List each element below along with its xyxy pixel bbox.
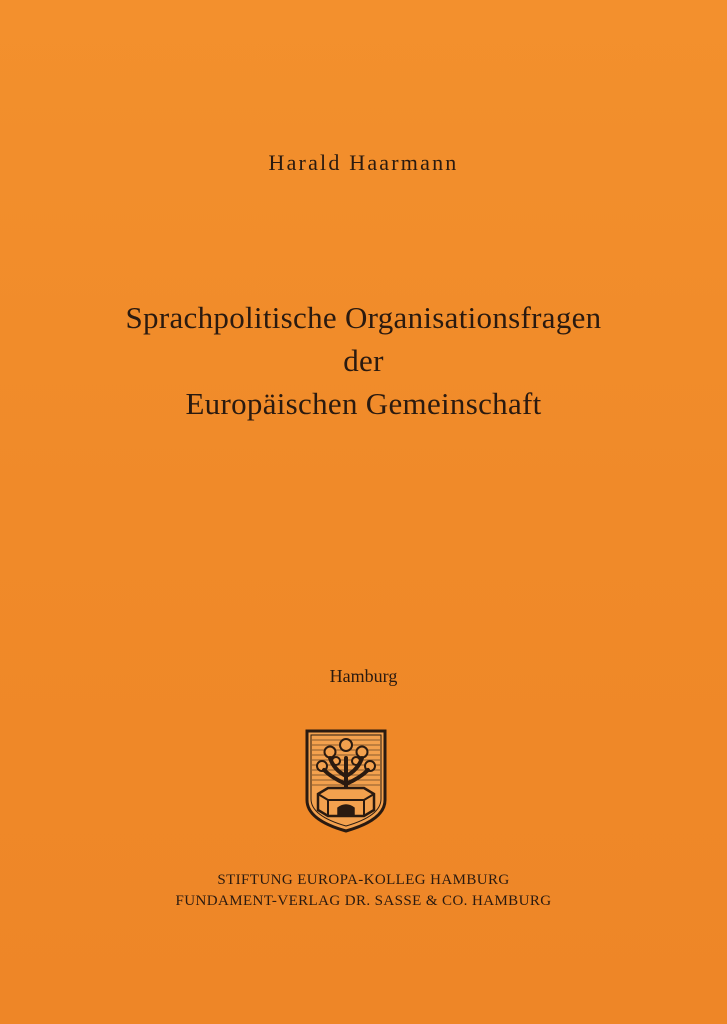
- title-line-2: der: [343, 343, 384, 378]
- book-title: [0, 296, 727, 425]
- title-line-1: Sprachpolitische Organisationsfragen: [125, 300, 602, 335]
- publisher-line-1: STIFTUNG EUROPA-KOLLEG HAMBURG: [217, 872, 510, 888]
- coat-of-arms-icon: [304, 728, 388, 834]
- author-name: Harald Haarmann: [268, 150, 459, 175]
- publication-place: Hamburg: [329, 666, 398, 686]
- publisher-block: [0, 870, 727, 912]
- publisher-line-2: FUNDAMENT-VERLAG DR. SASSE & CO. HAMBURG: [175, 893, 552, 909]
- title-line-3: Europäischen Gemeinschaft: [185, 386, 542, 421]
